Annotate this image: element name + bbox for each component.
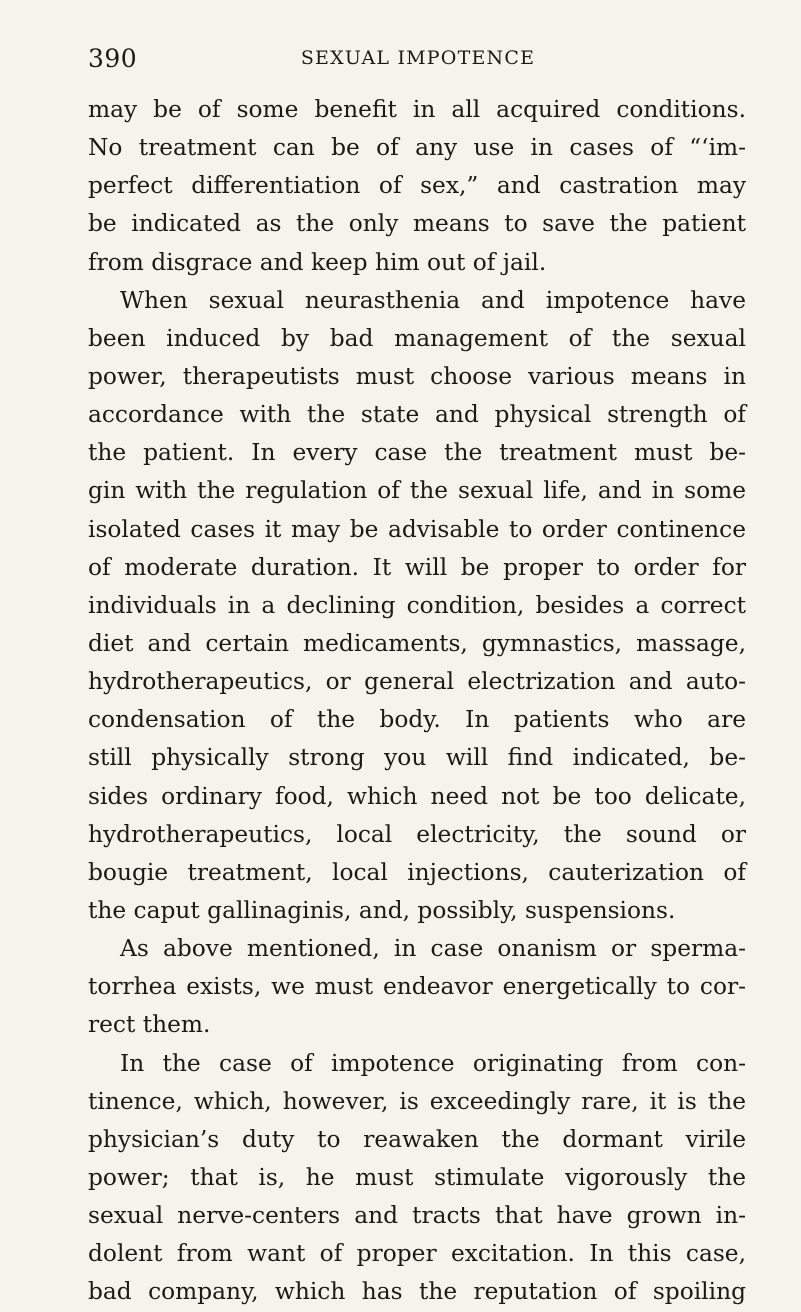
text-line: In the case of impotence originating from con-: [120, 1049, 746, 1077]
text-line: physician’s duty to reawaken the dormant virile: [88, 1125, 746, 1153]
text-line: gin with the regulation of the sexual life, and in some: [88, 477, 746, 505]
text-line: dolent from want of proper excitation. In this case,: [88, 1240, 746, 1268]
text-line: tinence, which, however, is exceedingly rare, it is the: [88, 1087, 746, 1115]
text-line: rect them.: [88, 1011, 211, 1039]
text-line: condensation of the body. In patients who are: [88, 706, 746, 734]
text-line: hydrotherapeutics, or general electrization and auto-: [88, 668, 746, 696]
text-line: the patient. In every case the treatment must be-: [88, 439, 746, 467]
body-text: [88, 91, 746, 1312]
text-line: sides ordinary food, which need not be too delicate,: [88, 782, 746, 810]
text-line: still physically strong you will find indicated, be-: [88, 744, 746, 772]
text-line: No treatment can be of any use in cases of “‘im-: [88, 134, 746, 162]
page-number: 390: [88, 44, 138, 73]
text-line: individuals in a declining condition, besides a correct: [88, 591, 746, 619]
text-line: perfect differentiation of sex,” and castration may: [88, 172, 746, 200]
text-line: As above mentioned, in case onanism or sperma-: [120, 935, 746, 963]
text-line: isolated cases it may be advisable to order continence: [88, 515, 746, 543]
text-line: hydrotherapeutics, local electricity, the sound or: [88, 820, 746, 848]
page-header: [88, 44, 748, 76]
text-line: diet and certain medicaments, gymnastics, massage,: [88, 629, 746, 657]
text-line: been induced by bad management of the sexual: [88, 324, 746, 352]
text-line: When sexual neurasthenia and impotence have: [120, 286, 746, 314]
text-line: power, therapeutists must choose various means in: [88, 362, 746, 390]
text-line: sexual nerve-centers and tracts that have grown in-: [88, 1202, 746, 1230]
text-line: bougie treatment, local injections, cauterization of: [88, 858, 746, 886]
text-line: torrhea exists, we must endeavor energetically to cor-: [88, 973, 746, 1001]
running-title: SEXUAL IMPOTENCE: [300, 47, 536, 69]
text-line: bad company, which has the reputation of spoiling: [88, 1278, 746, 1306]
text-line: of moderate duration. It will be proper to order for: [88, 553, 746, 581]
text-line: may be of some benefit in all acquired conditions.: [88, 96, 746, 123]
text-line: from disgrace and keep him out of jail.: [88, 248, 547, 276]
text-line: accordance with the state and physical strength of: [88, 401, 746, 429]
text-line: the caput gallinaginis, and, possibly, suspensions.: [88, 896, 676, 924]
text-line: power; that is, he must stimulate vigorously the: [88, 1163, 746, 1191]
text-line: be indicated as the only means to save the patient: [88, 210, 746, 238]
